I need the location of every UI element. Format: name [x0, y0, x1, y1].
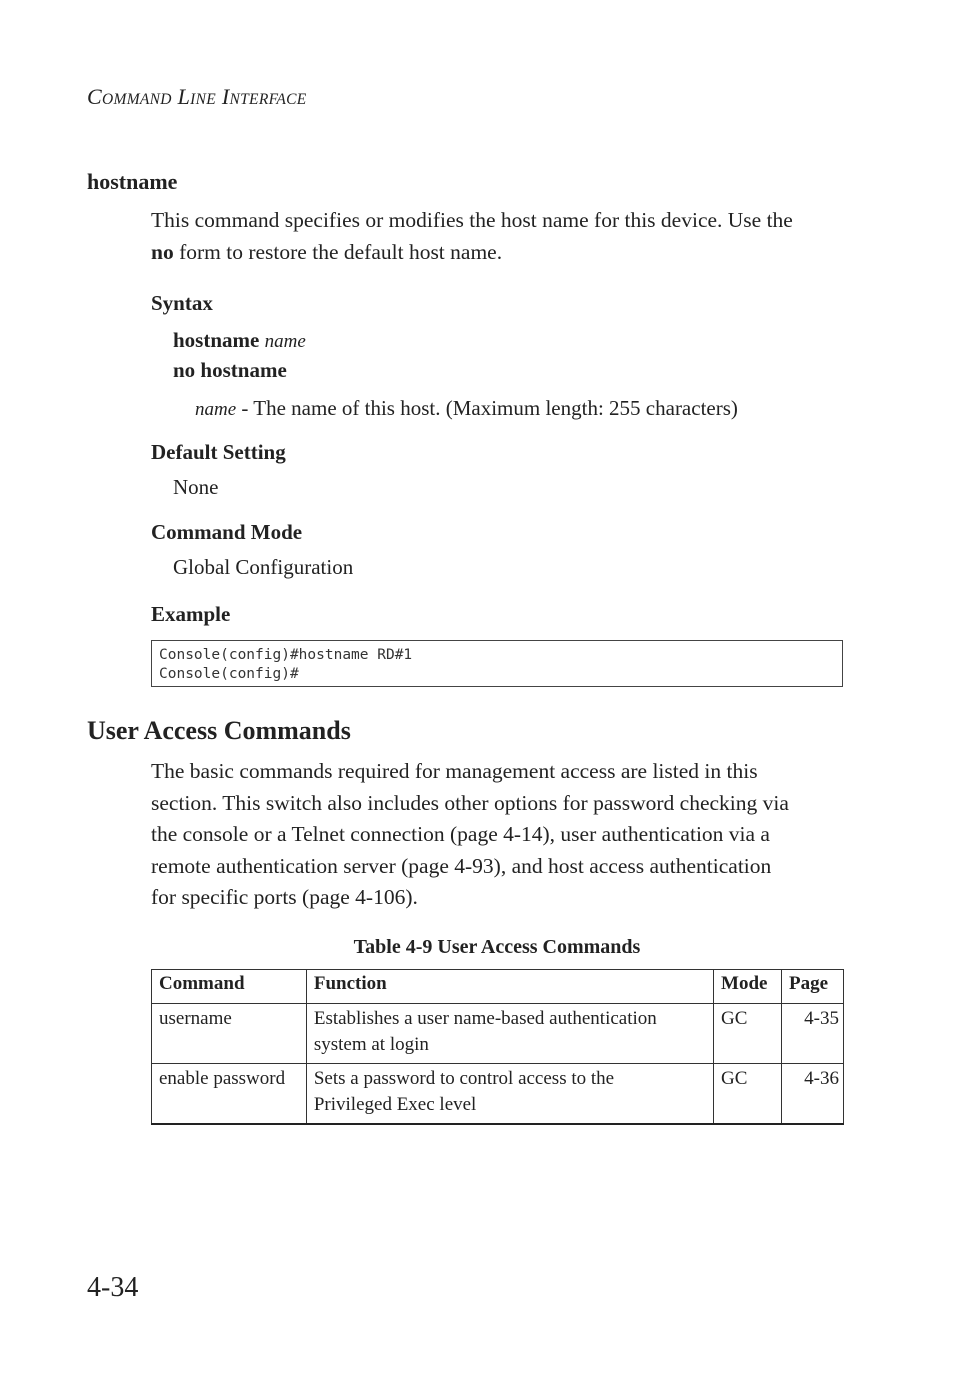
cell-mode: GC: [714, 1004, 782, 1064]
header-command: Command: [152, 970, 307, 1004]
running-head-word: NTERFACE: [229, 91, 307, 108]
command-title: hostname: [87, 169, 178, 194]
table-header-row: [152, 970, 844, 1004]
parameter-text: - The name of this host. (Maximum length: 255 characters): [236, 396, 738, 420]
running-head: [87, 84, 307, 110]
syntax-line: [173, 356, 306, 385]
section-body: [151, 756, 861, 914]
parameter-name: name: [195, 399, 237, 420]
example-heading: Example: [151, 602, 231, 626]
function-line: Privileged Exec level: [313, 1094, 477, 1115]
cell-function: [306, 1064, 713, 1124]
code-line: Console(config)#: [159, 666, 299, 682]
syntax-heading: Syntax: [151, 291, 213, 315]
user-access-table: [151, 969, 844, 1125]
cell-mode: GC: [714, 1064, 782, 1124]
header-page: Page: [782, 970, 844, 1004]
cell-page: 4-36: [782, 1064, 844, 1124]
no-keyword: no: [151, 239, 174, 264]
section-line: remote authentication server (page 4-93), and host access authentication: [151, 853, 772, 878]
cell-command: enable password: [152, 1064, 307, 1124]
syntax-line: [173, 326, 306, 356]
example-code-box: [151, 640, 843, 687]
description-line: [151, 237, 851, 269]
cell-command: username: [152, 1004, 307, 1064]
table-row: [152, 1004, 844, 1064]
running-head-initial: C: [87, 84, 102, 109]
running-head-word: INE: [190, 91, 217, 108]
code-line: Console(config)#hostname RD#1: [159, 647, 413, 663]
cell-page: 4-35: [782, 1004, 844, 1064]
header-mode: Mode: [714, 970, 782, 1004]
section-line: section. This switch also includes other options for password checking via: [151, 790, 789, 815]
function-line: Establishes a user name-based authentication: [313, 1008, 657, 1029]
default-setting-value: None: [173, 475, 219, 499]
command-description: [151, 205, 851, 268]
cell-function: [306, 1004, 713, 1064]
command-mode-value: Global Configuration: [173, 555, 354, 579]
function-line: system at login: [313, 1034, 429, 1055]
page-number: 4-34: [87, 1272, 139, 1303]
syntax-parameter: name: [264, 331, 306, 352]
description-line: This command specifies or modifies the host name for this device. Use the: [151, 208, 793, 232]
section-line: for specific ports (page 4-106).: [151, 885, 418, 909]
table-row: [152, 1064, 844, 1124]
command-mode-heading: Command Mode: [151, 520, 303, 544]
syntax-command: hostname: [173, 328, 260, 352]
syntax-block: [173, 326, 306, 385]
parameter-description: [195, 396, 738, 421]
running-head-word: OMMAND: [101, 91, 172, 108]
running-head-initial: L: [177, 84, 191, 109]
running-head-initial: I: [221, 84, 230, 109]
function-line: Sets a password to control access to the: [313, 1068, 615, 1089]
section-line: the console or a Telnet connection (page 4-14), user authentication via a: [151, 822, 770, 846]
header-function: Function: [306, 970, 713, 1004]
description-text: form to restore the default host name.: [173, 239, 503, 264]
table-caption: Table 4-9 User Access Commands: [353, 936, 641, 958]
default-setting-heading: Default Setting: [151, 440, 286, 464]
syntax-command: no hostname: [173, 358, 287, 382]
section-line: The basic commands required for management access are listed in this: [151, 759, 758, 783]
section-title: User Access Commands: [87, 716, 351, 745]
